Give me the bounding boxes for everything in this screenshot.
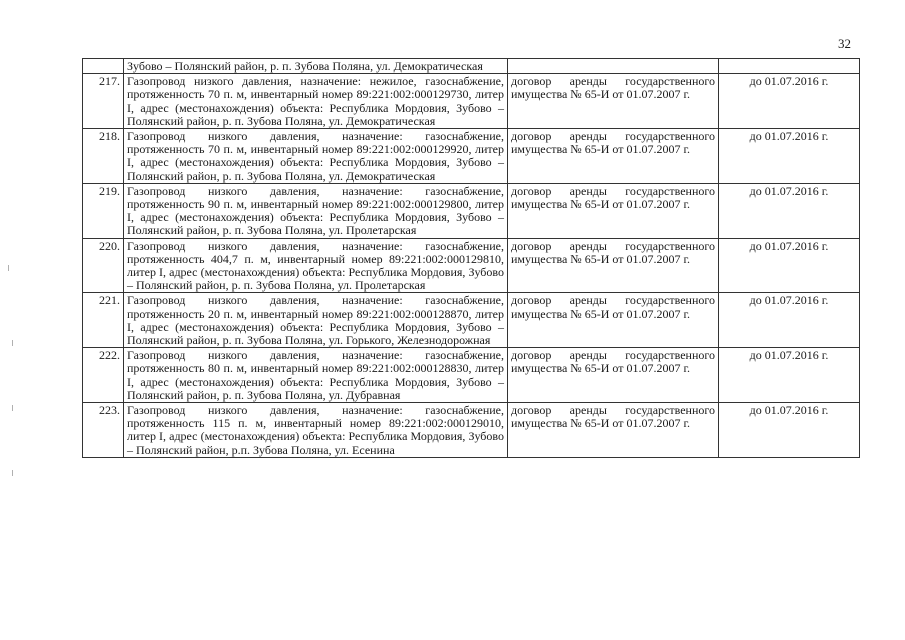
row-number: 218.	[83, 129, 124, 184]
property-table-body	[83, 59, 860, 458]
table-row	[83, 293, 860, 348]
table-row	[83, 129, 860, 184]
object-description: Газопровод низкого давления, назначение: газоснабжение, протяженность 80 п. м, инвентарный номер 89:221:002:000128830, литер I, адрес (местонахождения) объекта: Республика Мордовия, Зубово – Полянский район, р. п. Зубова Поляна, ул. Дубравная	[124, 348, 508, 403]
scan-margin-mark	[12, 340, 13, 346]
table-row	[83, 59, 860, 74]
lease-term: до 01.07.2016 г.	[719, 403, 860, 458]
row-number: 219.	[83, 183, 124, 238]
row-number: 223.	[83, 403, 124, 458]
lease-term: до 01.07.2016 г.	[719, 183, 860, 238]
table-row	[83, 238, 860, 293]
row-number: 222.	[83, 348, 124, 403]
row-number	[83, 59, 124, 74]
lease-basis: договор аренды государственного имущества № 65-И от 01.07.2007 г.	[508, 74, 719, 129]
lease-basis: договор аренды государственного имущества № 65-И от 01.07.2007 г.	[508, 238, 719, 293]
lease-term: до 01.07.2016 г.	[719, 74, 860, 129]
page-number: 32	[838, 36, 851, 51]
object-description: Газопровод низкого давления, назначение: нежилое, газоснабжение, протяженность 70 п. м, инвентарный номер 89:221:002:000129730, литер I, адрес (местонахождения) объекта: Республика Мордовия, Зубово – Полянский район, р. п. Зубова Поляна, ул. Демократическая	[124, 74, 508, 129]
lease-term: до 01.07.2016 г.	[719, 293, 860, 348]
table-row	[83, 403, 860, 458]
scan-margin-mark	[8, 265, 9, 271]
lease-basis: договор аренды государственного имущества № 65-И от 01.07.2007 г.	[508, 293, 719, 348]
lease-basis	[508, 59, 719, 74]
lease-term: до 01.07.2016 г.	[719, 238, 860, 293]
table-row	[83, 183, 860, 238]
object-description: Зубово – Полянский район, р. п. Зубова Поляна, ул. Демократическая	[124, 59, 508, 74]
object-description: Газопровод низкого давления, назначение: газоснабжение, протяженность 404,7 п. м, инвентарный номер 89:221:002:000129810, литер I, адрес (местонахождения) объекта: Республика Мордовия, Зубово – Полянский район, р. п. Зубова Поляна, ул. Пролетарская	[124, 238, 508, 293]
scan-margin-mark	[12, 470, 13, 476]
object-description: Газопровод низкого давления, назначение: газоснабжение, протяженность 90 п. м, инвентарный номер 89:221:002:000129800, литер I, адрес (местонахождения) объекта: Республика Мордовия, Зубово – Полянский район, р. п. Зубова Поляна, ул. Пролетарская	[124, 183, 508, 238]
lease-term	[719, 59, 860, 74]
property-table	[82, 58, 860, 458]
lease-basis: договор аренды государственного имущества № 65-И от 01.07.2007 г.	[508, 403, 719, 458]
lease-basis: договор аренды государственного имущества № 65-И от 01.07.2007 г.	[508, 183, 719, 238]
object-description: Газопровод низкого давления, назначение: газоснабжение, протяженность 115 п. м, инвентарный номер 89:221:002:000129010, литер I, адрес (местонахождения) объекта: Республика Мордовия, Зубово – Полянский район, р.п. Зубова Поляна, ул. Есенина	[124, 403, 508, 458]
lease-term: до 01.07.2016 г.	[719, 129, 860, 184]
lease-term: до 01.07.2016 г.	[719, 348, 860, 403]
lease-basis: договор аренды государственного имущества № 65-И от 01.07.2007 г.	[508, 348, 719, 403]
row-number: 217.	[83, 74, 124, 129]
object-description: Газопровод низкого давления, назначение: газоснабжение, протяженность 20 п. м, инвентарный номер 89:221:002:000128870, литер I, адрес (местонахождения) объекта: Республика Мордовия, Зубово – Полянский район, р. п. Зубова Поляна, ул. Горького, Железнодорожная	[124, 293, 508, 348]
object-description: Газопровод низкого давления, назначение: газоснабжение, протяженность 70 п. м, инвентарный номер 89:221:002:000129920, литер I, адрес (местонахождения) объекта: Республика Мордовия, Зубово – Полянский район, р. п. Зубова Поляна, ул. Демократическая	[124, 129, 508, 184]
lease-basis: договор аренды государственного имущества № 65-И от 01.07.2007 г.	[508, 129, 719, 184]
table-row	[83, 74, 860, 129]
row-number: 220.	[83, 238, 124, 293]
scan-margin-mark	[12, 405, 13, 411]
table-row	[83, 348, 860, 403]
row-number: 221.	[83, 293, 124, 348]
